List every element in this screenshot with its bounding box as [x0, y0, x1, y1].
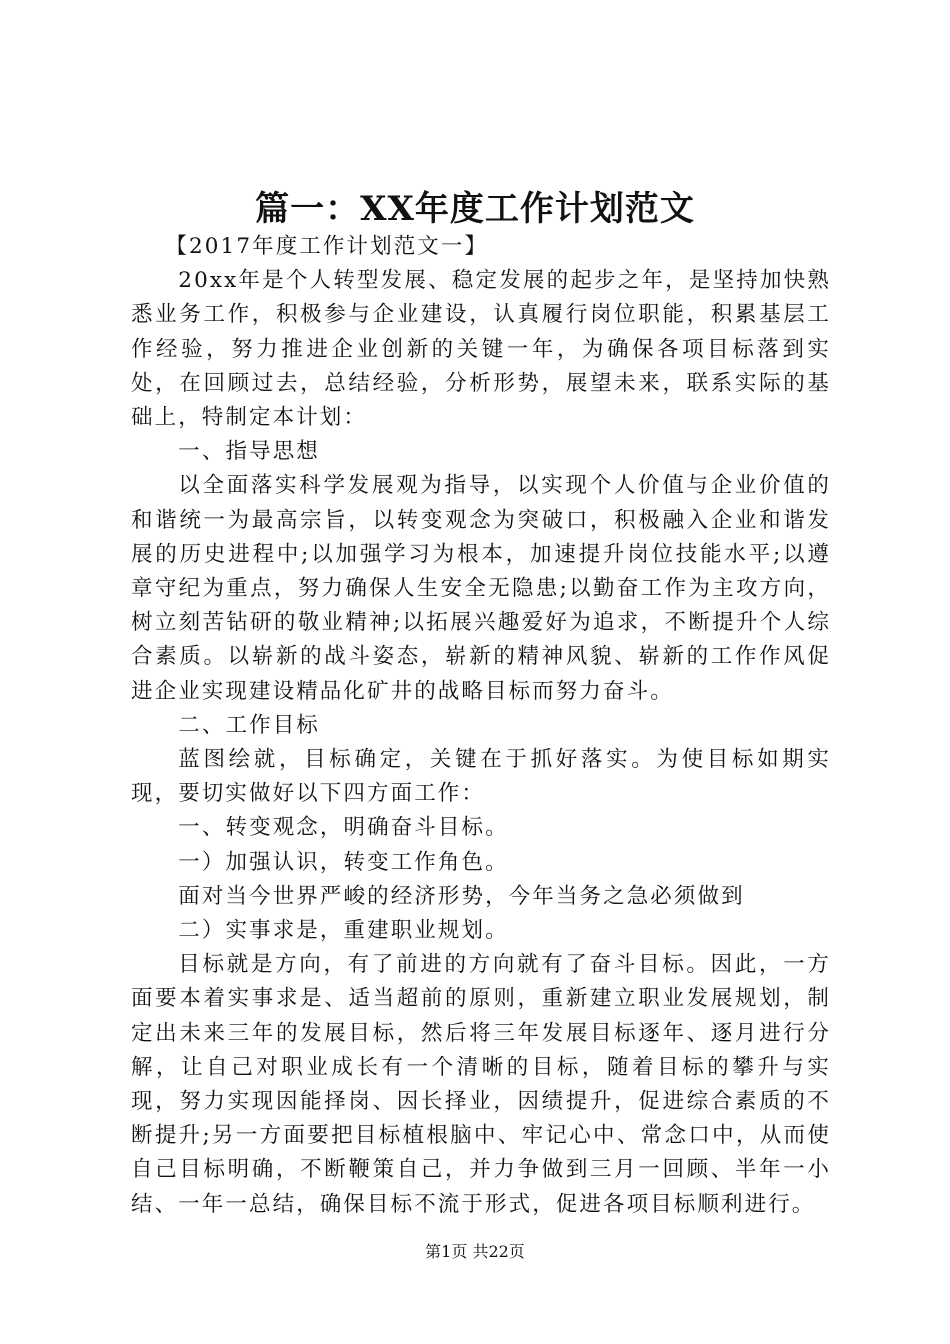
- paragraph-guiding-ideology: 以全面落实科学发展观为指导，以实现个人价值与企业价值的和谐统一为最高宗旨，以转变观念为突破口，积极融入企业和谐发展的历史进程中;以加强学习为根本，加速提升岗位技能水平;以遵章守纪为重点，努力确保人生安全无隐患;以勤奋工作为主攻方向，树立刻苦钻研的敬业精神;以拓展兴趣爱好为追求，不断提升个人综合素质。以崭新的战斗姿态，崭新的精神风貌、崭新的工作作风促进企业实现建设精品化矿井的战略目标而努力奋斗。: [131, 473, 831, 704]
- document-subtitle: 【2017年度工作计划范文一】: [165, 234, 489, 259]
- page-title: 篇一：XX年度工作计划范文: [255, 189, 695, 229]
- paragraph-intro: 20xx年是个人转型发展、稳定发展的起步之年，是坚持加快熟悉业务工作，积极参与企业建设，认真履行岗位职能，积累基层工作经验，努力推进企业创新的关键一年，为确保各项目标落到实处，在回顾过去，总结经验，分析形势，展望未来，联系实际的基础上，特制定本计划：: [131, 268, 831, 431]
- paragraph-economic-situation: 面对当今世界严峻的经济形势，今年当务之急必须做到: [178, 883, 745, 909]
- paragraph-career-planning: 目标就是方向，有了前进的方向就有了奋斗目标。因此，一方面要本着实事求是、适当超前的原则，重新建立职业发展规划，制定出未来三年的发展目标，然后将三年发展目标逐年、逐月进行分解，让自己对职业成长有一个清晰的目标，随着目标的攀升与实现，努力实现因能择岗、因长择业，因绩提升，促进综合素质的不断提升;另一方面要把目标植根脑中、牢记心中、常念口中，从而使自己目标明确，不断鞭策自己，并力争做到三月一回顾、半年一小结、一年一总结，确保目标不流于形式，促进各项目标顺利进行。: [131, 952, 831, 1217]
- subheading-change-concepts: 一、转变观念，明确奋斗目标。: [178, 815, 509, 841]
- section-heading-work-goals: 二、工作目标: [178, 712, 320, 738]
- subheading-strengthen-awareness: 一）加强认识，转变工作角色。: [178, 849, 509, 875]
- paragraph-work-goals: 蓝图绘就，目标确定，关键在于抓好落实。为使目标如期实现，要切实做好以下四方面工作：: [131, 747, 831, 807]
- subheading-career-planning: 二）实事求是，重建职业规划。: [178, 918, 509, 944]
- document-body: [131, 230, 831, 1222]
- page-footer: 第1页 共22页: [425, 1242, 525, 1261]
- section-heading-guiding-ideology: 一、指导思想: [178, 439, 320, 465]
